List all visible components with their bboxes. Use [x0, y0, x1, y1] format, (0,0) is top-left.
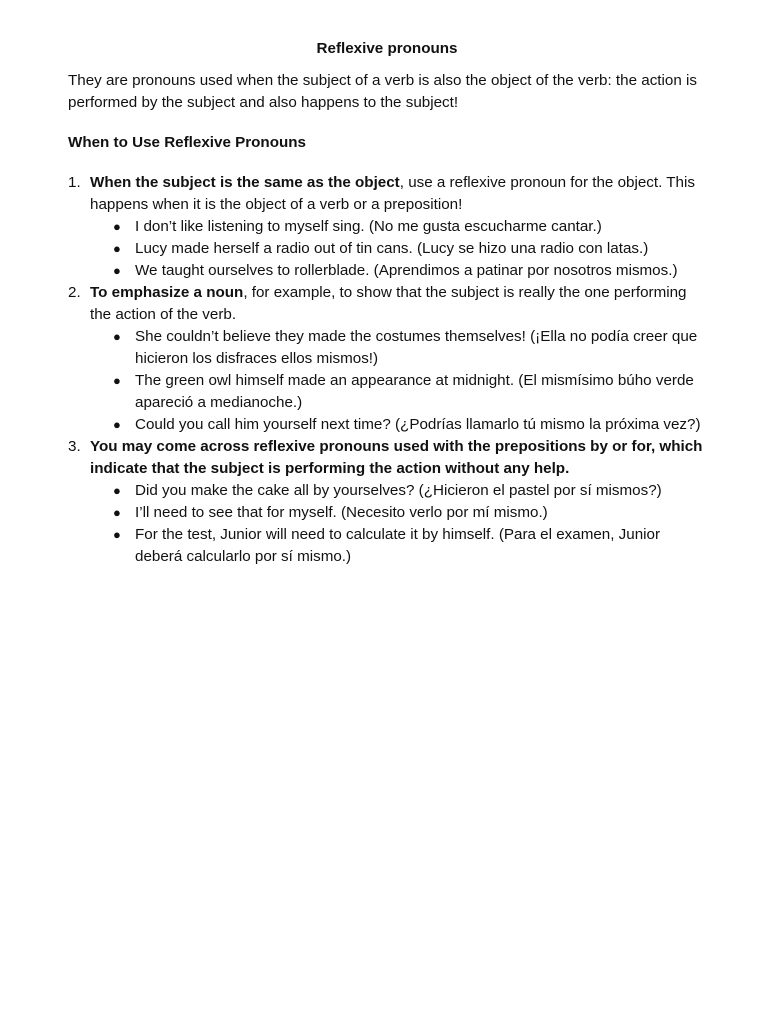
- rule-item: [68, 172, 706, 282]
- bullet-icon: ●: [113, 219, 121, 234]
- bullet-icon: ●: [113, 417, 121, 432]
- example-text: Lucy made herself a radio out of tin cans. (Lucy se hizo una radio con latas.): [135, 240, 649, 257]
- example-item: [113, 216, 706, 238]
- rule-text: , for example, to show that the subject is really the one performing the action of the verb.: [90, 284, 687, 323]
- document-title: Reflexive pronouns: [316, 40, 458, 57]
- rule-item: [68, 282, 706, 436]
- example-text: Could you call him yourself next time? (¿Podrías llamarlo tú mismo la próxima vez?): [135, 416, 701, 433]
- rule-number: 3.: [68, 438, 81, 455]
- example-list: [90, 326, 706, 436]
- usage-rules-list: [68, 172, 706, 568]
- intro-paragraph: They are pronouns used when the subject of a verb is also the object of the verb: the action is performed by the subject and also happens to the subject!: [68, 72, 697, 111]
- example-item: [113, 524, 706, 568]
- example-text: I don’t like listening to myself sing. (No me gusta escucharme cantar.): [135, 218, 602, 235]
- example-text: She couldn’t believe they made the costumes themselves! (¡Ella no podía creer que hicieron los disfraces ellos mismos!): [135, 328, 698, 367]
- example-text: We taught ourselves to rollerblade. (Aprendimos a patinar por nosotros mismos.): [135, 262, 678, 279]
- bullet-icon: ●: [113, 505, 121, 520]
- example-list: [90, 480, 706, 568]
- example-list: [90, 216, 706, 282]
- example-text: Did you make the cake all by yourselves? (¿Hicieron el pastel por sí mismos?): [135, 482, 662, 499]
- rule-bold-text: You may come across reflexive pronouns used with the prepositions by or for, which indicate that the subject is performing the action without any help.: [90, 438, 703, 477]
- example-item: [113, 260, 706, 282]
- example-item: [113, 414, 706, 436]
- bullet-icon: ●: [113, 329, 121, 344]
- example-item: [113, 370, 706, 414]
- rule-text: , use a reflexive pronoun for the object. This happens when it is the object of a verb or a preposition!: [90, 174, 695, 213]
- example-item: [113, 502, 706, 524]
- rule-bold-text: When the subject is the same as the object: [90, 174, 400, 191]
- example-text: For the test, Junior will need to calculate it by himself. (Para el examen, Junior deberá calcularlo por sí mismo.): [135, 526, 661, 565]
- bullet-icon: ●: [113, 241, 121, 256]
- rule-item: [68, 436, 706, 568]
- section-heading: When to Use Reflexive Pronouns: [68, 134, 306, 151]
- example-item: [113, 480, 706, 502]
- example-item: [113, 326, 706, 370]
- bullet-icon: ●: [113, 483, 121, 498]
- rule-bold-text: To emphasize a noun: [90, 284, 244, 301]
- bullet-icon: ●: [113, 373, 121, 388]
- example-text: The green owl himself made an appearance at midnight. (El mismísimo búho verde apareció a medianoche.): [135, 372, 694, 411]
- bullet-icon: ●: [113, 527, 121, 542]
- rule-number: 1.: [68, 174, 81, 191]
- rule-number: 2.: [68, 284, 81, 301]
- example-text: I’ll need to see that for myself. (Necesito verlo por mí mismo.): [135, 504, 548, 521]
- bullet-icon: ●: [113, 263, 121, 278]
- example-item: [113, 238, 706, 260]
